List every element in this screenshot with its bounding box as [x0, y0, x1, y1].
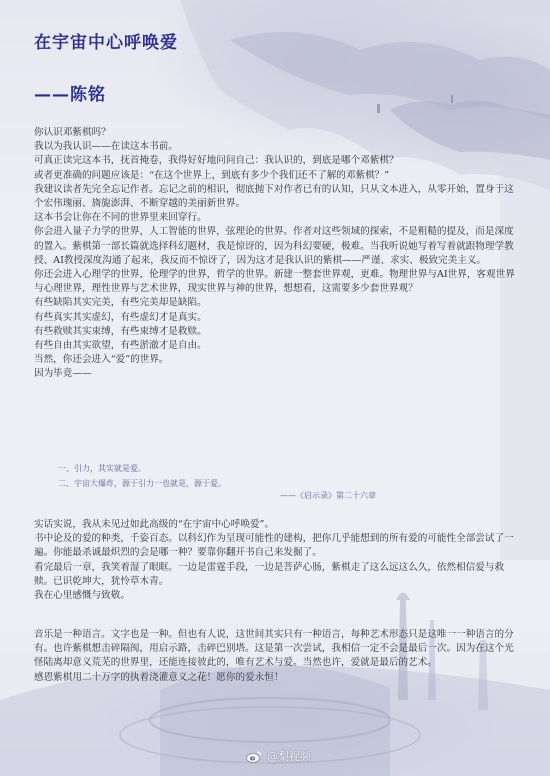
paragraph: 你会进入量子力学的世界，人工智能的世界，弦理论的世界。作者对这些领域的探索，不是粗糙的提及，而是深度的置入。紫棋第一部长篇就选择科幻题材，我是惊讶的，因为科幻要硬，极难。当我听说她写着写着就跟物理学教授、AI教授深度沟通了起来，我反而不惊讶了，因为这才是我认识的紫棋——严谨、求实、极致完美主义。: [34, 226, 514, 266]
paragraph: 有些真实其实虚幻，有些虚幻才是真实。: [34, 311, 207, 323]
paragraph: 我在心里感慨与致敬。: [34, 590, 130, 602]
paragraph: 看完最后一章，我笑着湿了眼眶。一边是雷霆手段，一边是菩萨心肠，紫棋走了这么远这么久，依然相信爱与救赎。已识乾坤大，犹怜草木青。: [34, 561, 505, 587]
paragraph: 有些缺陷其实完美，有些完美却是缺陷。: [34, 297, 207, 309]
body-section-1: [34, 126, 522, 382]
paragraph: 有些救赎其实束缚，有些束缚才是救赎。: [34, 325, 207, 337]
body-section-2: [34, 518, 522, 603]
quote-block: [58, 461, 498, 491]
paragraph: 实话实说，我从未见过如此高级的“在宇宙中心呼唤爱”。: [34, 519, 275, 530]
article-author: ——陈铭: [34, 85, 106, 105]
quote-line: 二、宇宙大爆炸，源于引力一也就是，源于爱。: [58, 479, 226, 488]
quote-line: 一、引力，其实就是爱。: [58, 464, 146, 473]
paragraph: 我建议读者先完全忘记作者。忘记之前的相识，彻底抛下对作者已有的认知，只从文本进入，从零开始，置身于这个宏伟瑰丽、旖旎澎湃、不断穿越的美丽新世界。: [34, 183, 514, 210]
watermark: [246, 746, 311, 766]
paragraph: 当然，你还会进入“爱”的世界。: [34, 354, 169, 366]
paragraph: 因为毕竟——: [34, 368, 92, 380]
paragraph: 音乐是一种语言。文字也是一种。但也有人说，这世间其实只有一种语言，每种艺术形态只是这唯一一种语言的分有。也许紫棋想击碎隔阂，用启示路，击碎巴别塔。这是第一次尝试，我相信一定不会是最后一次。因为在这个光怪陆离却意义荒芜的世界里，还能连接彼此的，唯有艺术与爱。当然也许，爱就是最后的艺术。: [34, 629, 514, 669]
paragraph: 你还会进入心理学的世界，伦理学的世界，哲学的世界。新建一整套世界观，更难。物理世界与AI世界，客观世界与心理世界，理性世界与艺术世界，现实世界与神的世界，想想看，这需要多少套世界观？: [34, 269, 515, 295]
weibo-icon: [246, 750, 262, 763]
quote-source: ——《启示录》第二十六章: [280, 491, 376, 500]
watermark-text: @梨视频: [267, 750, 311, 763]
paragraph: 感恩紫棋用二十万字的执着浇灌意义之花！愿你的爱永恒！: [34, 671, 284, 683]
paragraph: 可真正读完这本书，抚首掩卷，我得好好地问问自己：我认识的，到底是哪个邓紫棋？: [34, 155, 399, 167]
paragraph: 这本书会让你在不同的世界里来回穿行。: [34, 212, 207, 224]
paragraph: 你认识邓紫棋吗？: [34, 127, 111, 138]
body-section-3: [34, 628, 522, 685]
article-title: 在宇宙中心呼唤爱: [34, 33, 178, 53]
paragraph: 或者更准确的问题应该是：“在这个世界上，到底有多少个我们还不了解的邓紫棋？”: [34, 169, 390, 181]
paragraph: 有些自由其实欲望，有些淤澈才是自由。: [34, 340, 207, 352]
paragraph: 书中论及的爱的种类，千姿百态。以科幻作为呈现可能性的建构，把你几乎能想到的所有爱的可能性全部尝试了一遍。你能最杀诚最炽烈的会是哪一种？要靠你翻开书自己来发掘了。: [34, 533, 514, 559]
paragraph: 我以为我认识——在读这本书前。: [34, 141, 178, 153]
